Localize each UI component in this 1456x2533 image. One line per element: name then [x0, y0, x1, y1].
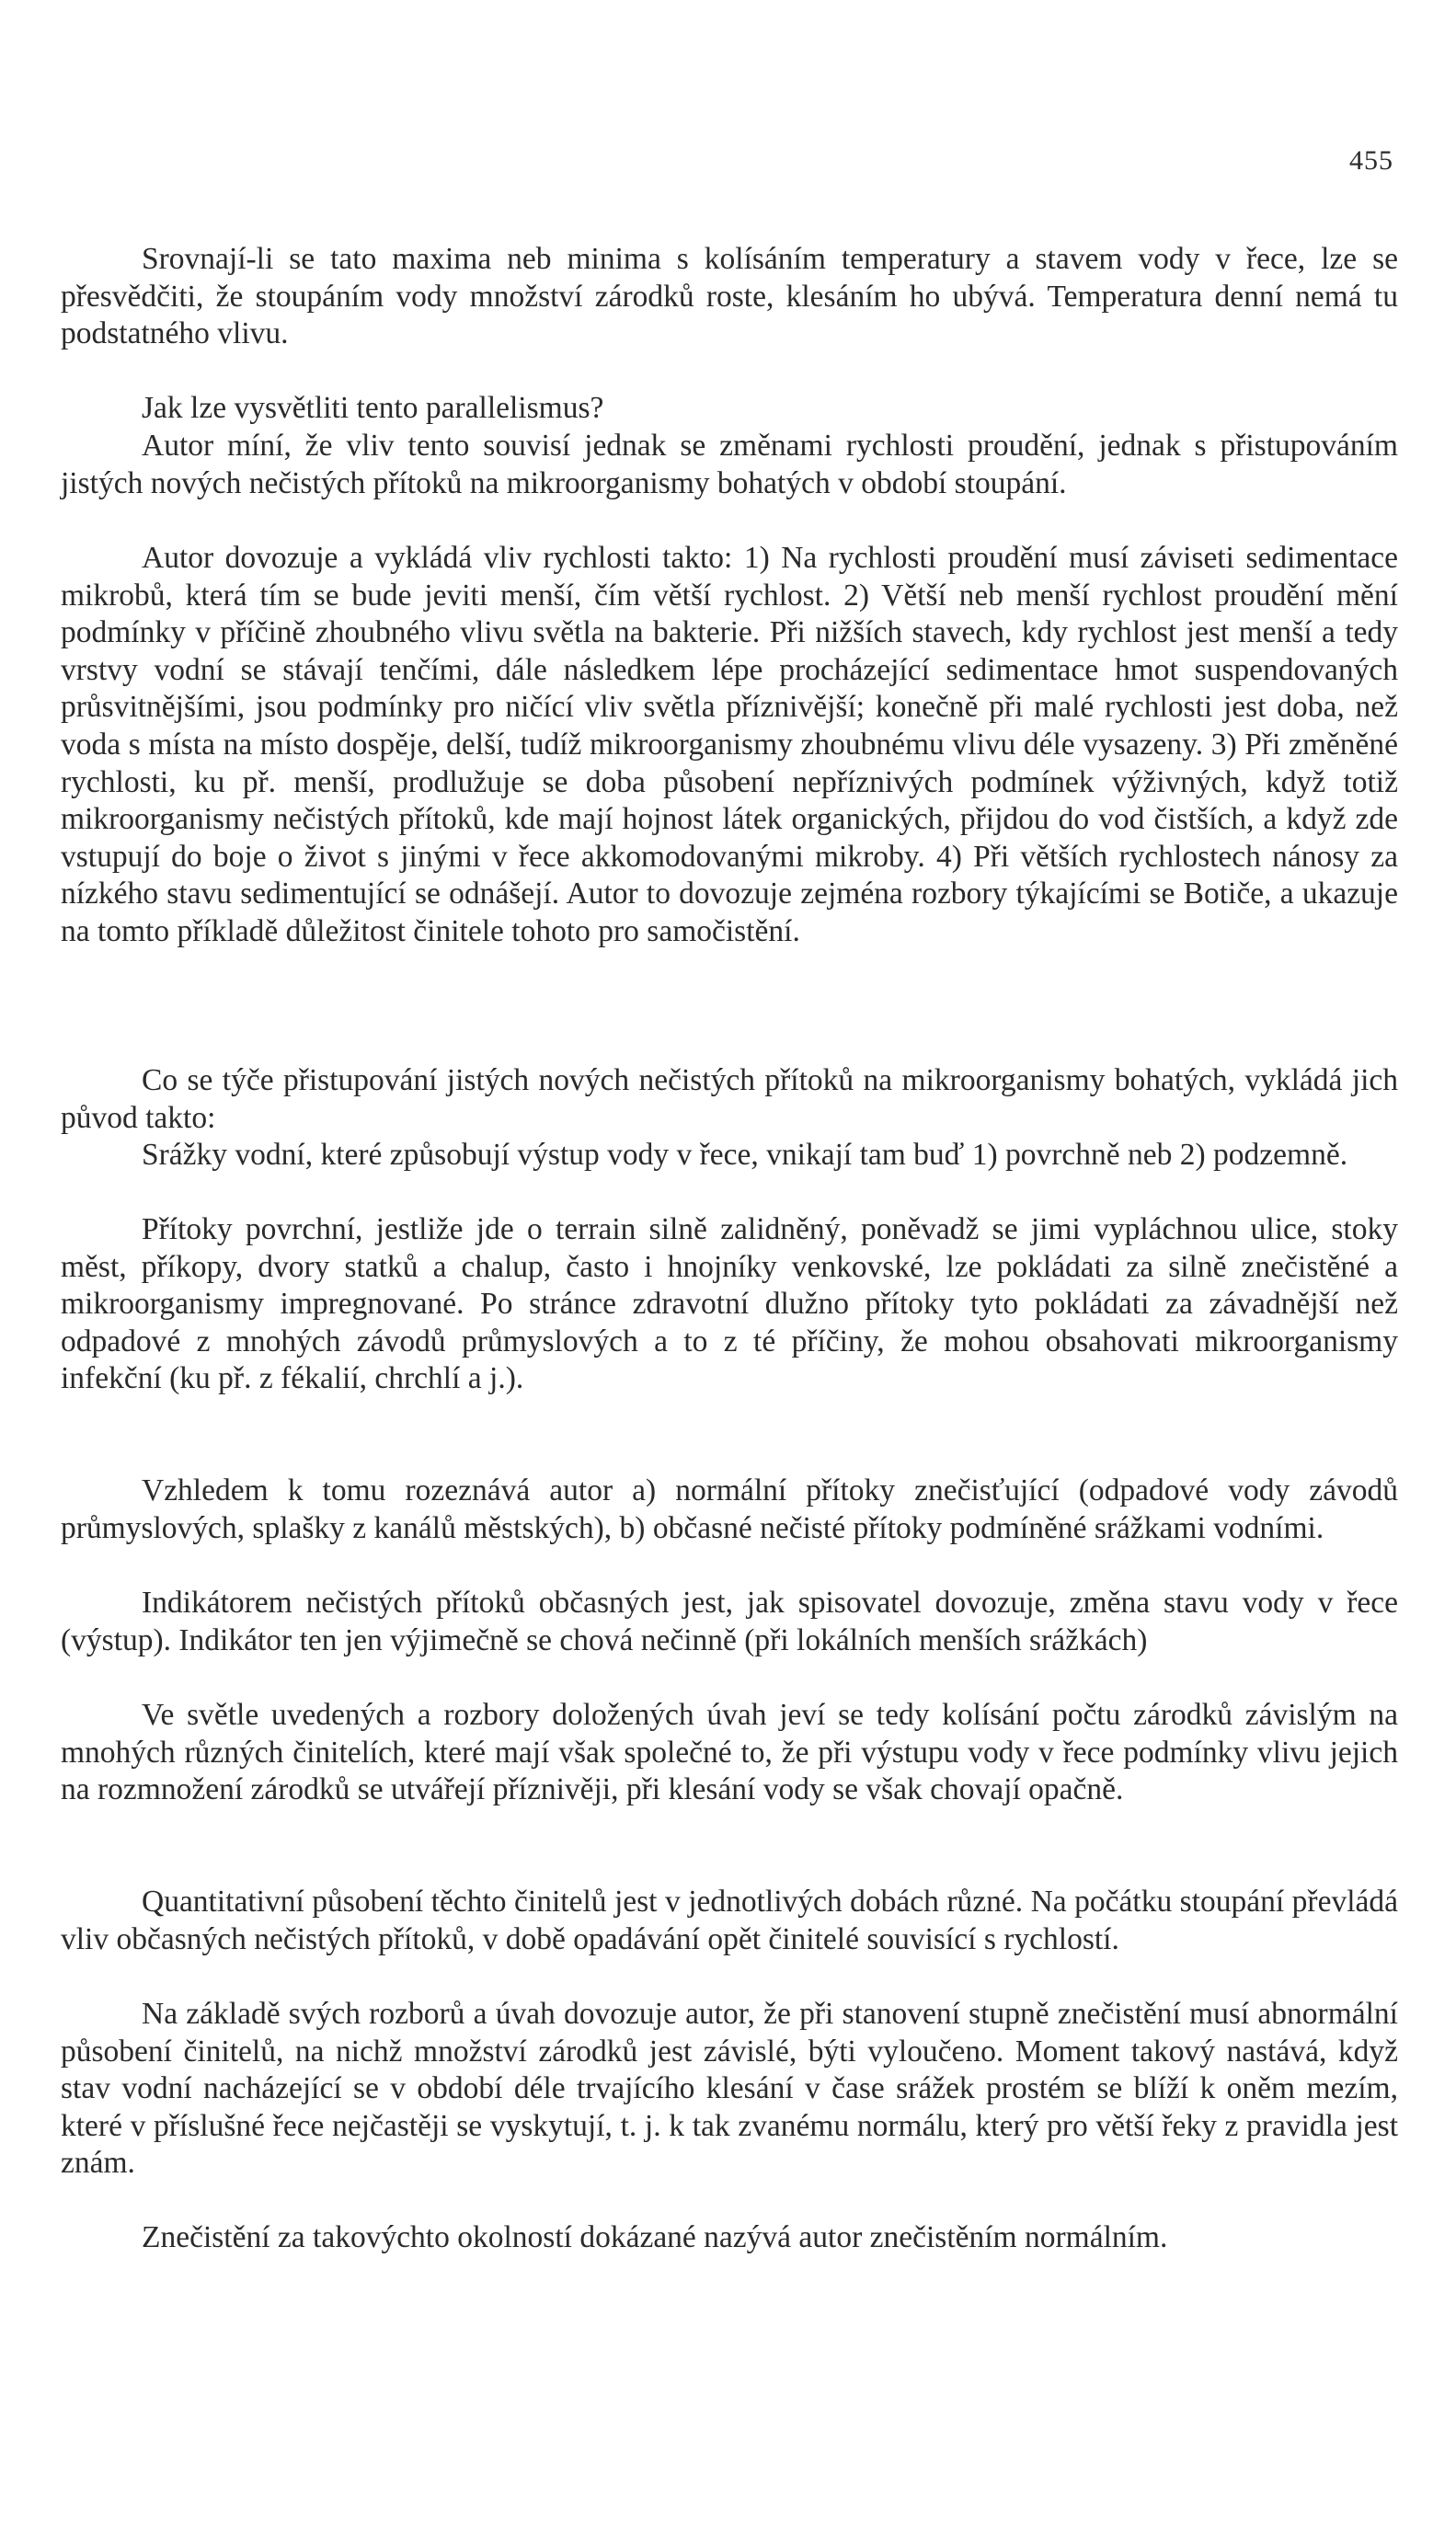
paragraph-11: Quantitativní působení těchto činitelů jest v jednotlivých dobách různé. Na počátku stoupání převládá vliv občasných nečistých přítoků, v době opadávání opět činitelé souvisící s rychlostí.	[61, 1885, 1398, 1956]
paragraph-9: Indikátorem nečistých přítoků občasných jest, jak spisovatel dovozuje, změna stavu vody v řece (výstup). Indikátor ten jen výjimečně se chová nečinně (při lokálních menších srážkách)	[61, 1586, 1398, 1657]
paragraph-2: Jak lze vysvětliti tento parallelismus?	[142, 391, 604, 425]
paragraph-8: Vzhledem k tomu rozeznává autor a) normální přítoky znečisťující (odpadové vody závodů průmyslových, splašky z kanálů městských), b) občasné nečisté přítoky podmíněné srážkami vodními.	[61, 1473, 1398, 1545]
paragraph-1: Srovnají-li se tato maxima neb minima s kolísáním temperatury a stavem vody v řece, lze se přesvědčiti, že stoupáním vody množství zárodků roste, klesáním ho ubývá. Temperatura denní nemá tu podstatného vlivu.	[61, 242, 1398, 351]
body-text	[61, 241, 1398, 2294]
paragraph-7: Přítoky povrchní, jestliže jde o terrain silně zalidněný, poněvadž se jimi vypláchnou ulice, stoky měst, příkopy, dvory statků a chalup, často i hnojníky venkovské, lze pokládati za silně znečistěné a mikroorganismy impregnované. Po stránce zdravotní dlužno přítoky tyto pokládati za závadnější než odpadové z mnohých závodů průmyslových a to z té příčiny, že mohou obsahovati mikroorganismy infekční (ku př. z fékalií, chrchlí a j.).	[61, 1212, 1398, 1396]
paragraph-10: Ve světle uvedených a rozbory doložených úvah jeví se tedy kolísání počtu zárodků závislým na mnohých různých činitelích, které mají však společné to, že při výstupu vody v řece podmínky vlivu jejich na rozmnožení zárodků se utvářejí příznivěji, při klesání vody se však chovají opačně.	[61, 1698, 1398, 1807]
paragraph-3: Autor míní, že vliv tento souvisí jednak se změnami rychlosti proudění, jednak s přistupováním jistých nových nečistých přítoků na mikroorganismy bohatých v období stoupání.	[61, 429, 1398, 500]
paragraph-5: Co se týče přistupování jistých nových nečistých přítoků na mikroorganismy bohatých, vykládá jich původ takto:	[61, 1063, 1398, 1135]
paragraph-6: Srážky vodní, které způsobují výstup vody v řece, vnikají tam buď 1) povrchně neb 2) podzemně.	[142, 1138, 1348, 1172]
page-number: 455	[1349, 145, 1393, 176]
paragraph-12: Na základě svých rozborů a úvah dovozuje autor, že při stanovení stupně znečistění musí abnormální působení činitelů, na nichž množství zárodků jest závislé, býti vyloučeno. Moment takový nastává, když stav vodní nacházející se v období déle trvajícího klesání v čase srážek prostém se blíží k oněm mezím, které v příslušné řece nejčastěji se vyskytují, t. j. k tak zvanému normálu, který pro větší řeky z pravidla jest znám.	[61, 1997, 1398, 2181]
paragraph-4: Autor dovozuje a vykládá vliv rychlosti takto: 1) Na rychlosti proudění musí záviseti sedimentace mikrobů, která tím se bude jeviti menší, čím větší rychlost. 2) Větší neb menší rychlost proudění mění podmínky v příčině zhoubného vlivu světla na bakterie. Při nižších stavech, kdy rychlost jest menší a tedy vrstvy vodní se stávají tenčími, dále následkem lépe procházející sedimentace hmot suspendovaných průsvitnějšími, jsou podmínky pro ničící vliv světla příznivější; konečně při malé rychlosti jest doba, než voda s místa na místo dospěje, delší, tudíž mikroorganismy zhoubnému vlivu déle vysazeny. 3) Při změněné rychlosti, ku př. menší, prodlužuje se doba působení nepříznivých podmínek výživných, když totiž mikroorganismy nečistých přítoků, kde mají hojnost látek organických, přijdou do vod čistších, a když zde vstupují do boje o život s jinými v řece akkomodovanými mikroby. 4) Při větších rychlostech nánosy za nízkého stavu sedimentující se odnášejí. Autor to dovozuje zejména rozbory týkajícími se Botiče, a ukazuje na tomto příkladě důležitost činitele tohoto pro samočistění.	[61, 541, 1398, 948]
paragraph-13: Znečistění za takovýchto okolností dokázané nazývá autor znečistěním normálním.	[142, 2220, 1168, 2254]
